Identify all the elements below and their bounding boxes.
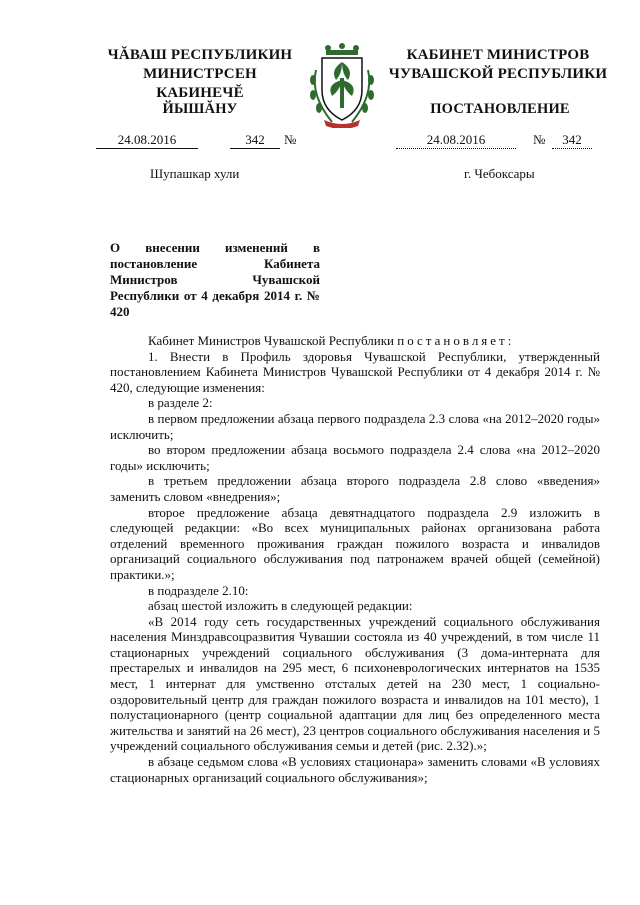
- paragraph-3: в первом предложении абзаца первого подраздела 2.3 слова «на 2012–2020 годы» исключить;: [110, 410, 600, 442]
- document-body: [110, 333, 600, 785]
- header-left-line1: ЧĂВАШ РЕСПУБЛИКИН: [107, 47, 293, 63]
- intro-decree-word: постановляет:: [397, 333, 515, 348]
- paragraph-4: во втором предложении абзаца восьмого подраздела 2.4 слова «на 2012–2020 годы» исключить;: [110, 442, 600, 473]
- right-number-sign: №: [533, 132, 546, 147]
- paragraph-9: «В 2014 году сеть государственных учреждений социального обслуживания населения Минздравсоцразвития Чувашии состояла из 40 учреждений, в том числе 11 стационарных учреждений социального обслуживания (3 дома-интерната для престарелых и инвалидов на 295 мест, 6 психоневрологических интернатов на 1535 мест, 1 интернат для умственно отсталых детей на 230 мест, 1 социально-оздоровительный центр для граждан пожилого возраста и инвалидов на 101 место), 1 полустационарного (центр социальной адаптации для лиц без определенного места жительства и занятий на 26 мест), 23 центров социального обслуживания населения и 5 учреждений социального обслуживания семьи и детей (рис. 2.32).»;: [110, 613, 600, 754]
- intro-paragraph: [110, 333, 600, 349]
- header-right-org: [388, 46, 608, 84]
- paragraph-2: в разделе 2:: [148, 395, 213, 411]
- place-right: г. Чебоксары: [464, 166, 535, 181]
- place-left: Шупашкар хули: [150, 166, 240, 181]
- right-number: 342: [552, 132, 592, 149]
- header-left-org: [100, 46, 300, 103]
- coat-of-arms-emblem: [302, 40, 382, 128]
- right-date: 24.08.2016: [396, 132, 516, 149]
- emblem-icon: [302, 40, 382, 128]
- header-right-line1: КАБИНЕТ МИНИСТРОВ: [406, 47, 590, 63]
- header-left-line2: МИНИСТРСЕН КАБИНЕЧĔ: [143, 66, 257, 101]
- paragraph-7: в подразделе 2.10:: [148, 582, 249, 598]
- paragraph-6: второе предложение абзаца девятнадцатого подраздела 2.9 изложить в следующей редакции: «Во всех муниципальных районах организована работа отделений временного проживания граждан пожилого возраста и инвалидов организаций социального обслуживания под патронажем врачей общей (семейной) практики.»;: [110, 504, 600, 582]
- paragraph-1: 1. Внести в Профиль здоровья Чувашской Республики, утвержденный постановлением Кабинета Министров Чувашской Республики от 4 декабря 2014 г. № 420, следующие изменения:: [110, 348, 600, 395]
- left-number-sign: №: [284, 132, 297, 147]
- paragraph-5: в третьем предложении абзаца второго подраздела 2.8 слово «введения» заменить словом «внедрения»;: [110, 473, 600, 504]
- header-right-line2: ЧУВАШСКОЙ РЕСПУБЛИКИ: [388, 66, 608, 82]
- paragraph-8: абзац шестой изложить в следующей редакции:: [148, 598, 413, 614]
- paragraph-10: в абзаце седьмом слова «В условиях стационара» заменить словами «В условиях стационарных организаций социального обслуживания»;: [110, 754, 600, 785]
- header-right-doc-type: ПОСТАНОВЛЕНИЕ: [430, 101, 570, 117]
- left-number: 342: [230, 132, 280, 149]
- left-date: 24.08.2016: [96, 132, 198, 149]
- header-left-doc-type: ЙЫШĂНУ: [162, 101, 238, 117]
- intro-prefix: Кабинет Министров Чувашской Республики: [148, 333, 398, 348]
- document-subject: О внесении изменений в постановление Кабинета Министров Чувашской Республики от 4 декабря 2014 г. № 420: [110, 240, 320, 319]
